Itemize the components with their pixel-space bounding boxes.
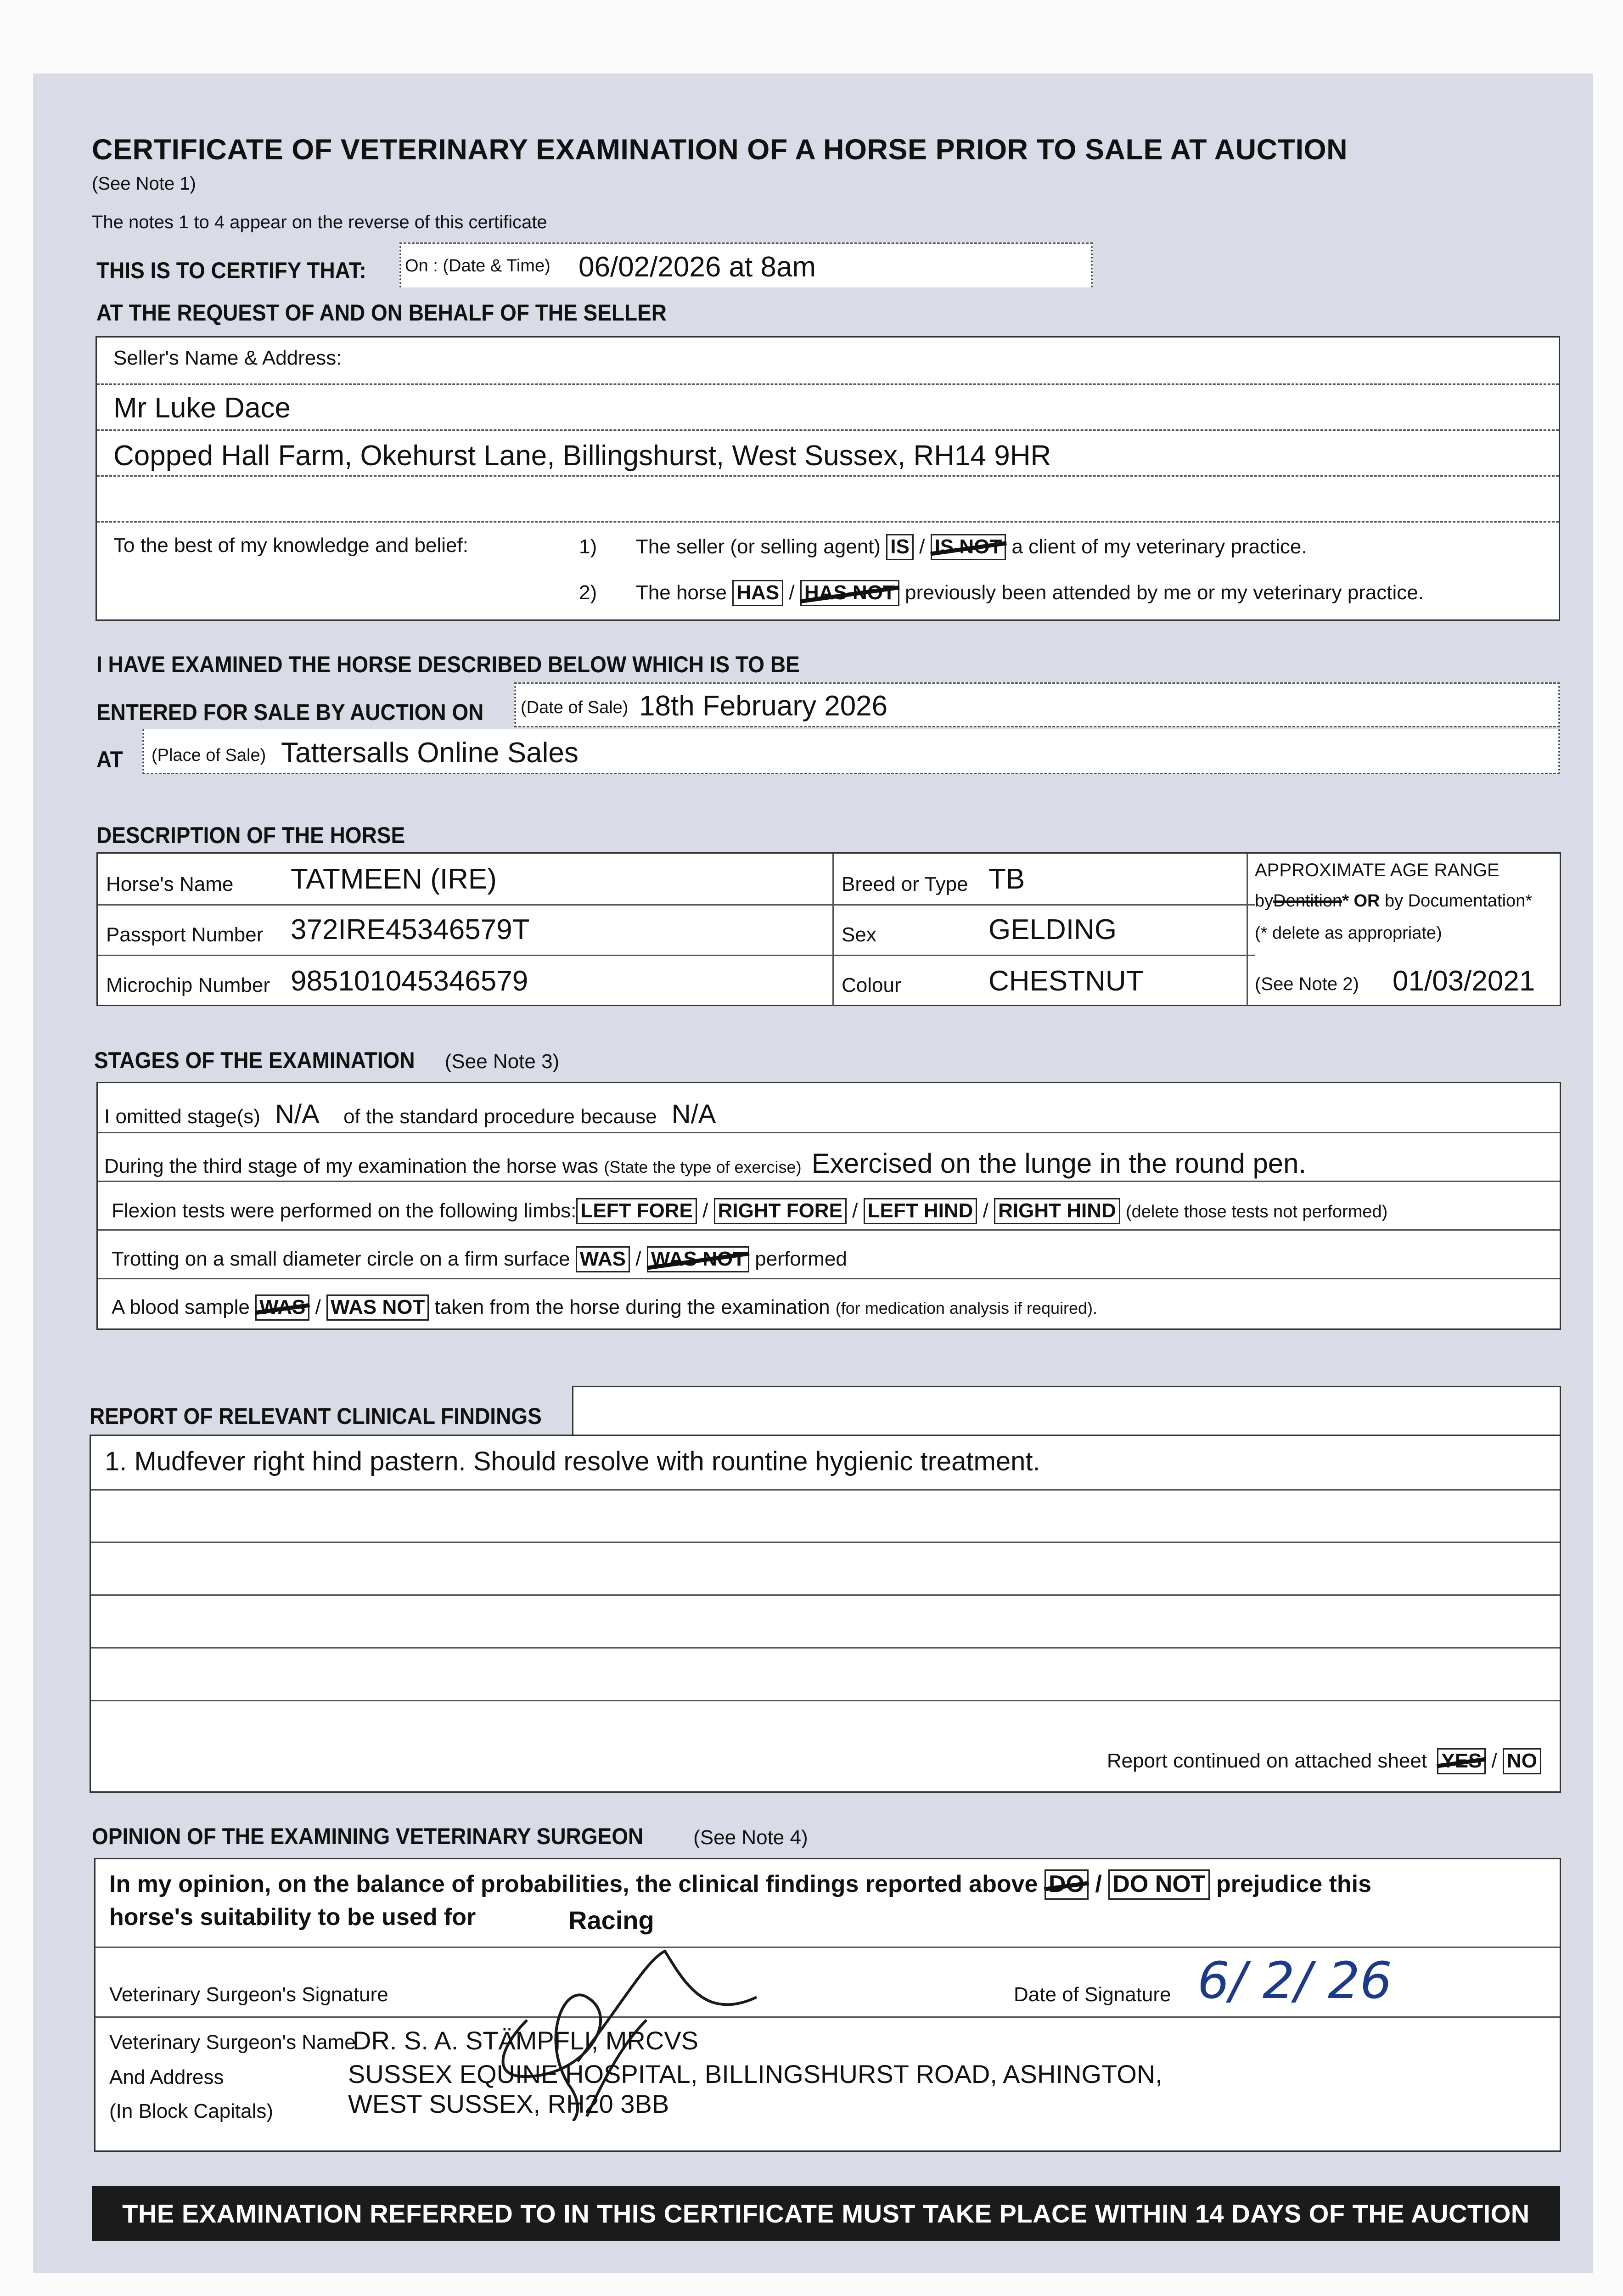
opinion-use-value[interactable]: Racing: [568, 1906, 654, 1935]
sale-place-label: (Place of Sale): [152, 746, 266, 765]
flexion-label: Flexion tests were performed on the following limbs:: [112, 1199, 577, 1222]
report-continued: [1107, 1748, 1541, 1774]
sale-date-label: (Date of Sale): [521, 698, 629, 717]
age-documentation: by Documentation*: [1385, 891, 1533, 911]
age-value[interactable]: 01/03/2021: [1393, 965, 1535, 997]
opinion-do-not[interactable]: DO NOT: [1108, 1869, 1209, 1900]
opinion-sep: /: [1095, 1871, 1102, 1897]
report-heading-box: [572, 1386, 1561, 1435]
see-note-1: (See Note 1): [92, 174, 196, 194]
blood-sep: /: [315, 1296, 321, 1318]
item2-text-end: previously been attended by me or my veterinary practice.: [905, 581, 1424, 604]
continued-no[interactable]: NO: [1503, 1748, 1541, 1774]
item1-separator: /: [919, 535, 925, 558]
on-date-value: 06/02/2026 at 8am: [578, 251, 816, 283]
omitted-value[interactable]: N/A: [275, 1099, 320, 1129]
date-signature-label: Date of Signature: [1014, 1983, 1171, 2006]
continued-sep: /: [1491, 1750, 1497, 1772]
stages-table: [96, 1082, 1561, 1330]
address-label-hint: (In Block Capitals): [109, 2100, 274, 2122]
item2-text: The horse: [635, 581, 727, 604]
at-label: AT: [96, 747, 123, 772]
omitted-row: [104, 1099, 716, 1130]
third-stage-hint: (State the type of exercise): [604, 1158, 802, 1176]
report-heading: REPORT OF RELEVANT CLINICAL FINDINGS: [90, 1403, 542, 1429]
vet-address-line-1[interactable]: SUSSEX EQUINE HOSPITAL, BILLINGSHURST ROAD, ASHINGTON,: [348, 2060, 1162, 2088]
on-date-field[interactable]: [399, 242, 1093, 287]
date-signature-value[interactable]: 6/ 2/ 26: [1197, 1951, 1392, 2010]
on-date-label: On : (Date & Time): [405, 256, 550, 276]
continued-yes-struck[interactable]: YES: [1437, 1748, 1486, 1774]
sale-place-field[interactable]: [142, 729, 1560, 774]
item1-number: 1): [579, 535, 597, 558]
notes-line: The notes 1 to 4 appear on the reverse of this certificate: [92, 212, 547, 232]
continued-label: Report continued on attached sheet: [1106, 1750, 1427, 1772]
flexion-right-fore[interactable]: RIGHT FORE: [714, 1198, 847, 1224]
opinion-text-c: horse's suitability to be used for: [109, 1904, 476, 1930]
sale-date-value: 18th February 2026: [639, 690, 888, 722]
opinion-statement: [109, 1869, 1371, 1900]
flexion-left-hind[interactable]: LEFT HIND: [864, 1198, 977, 1224]
third-stage-value[interactable]: Exercised on the lunge in the round pen.: [811, 1148, 1307, 1179]
item1-text: The seller (or selling agent): [635, 535, 881, 558]
vet-name-value[interactable]: DR. S. A. STÄMPFLI, MRCVS: [353, 2026, 699, 2055]
has-option[interactable]: HAS: [732, 580, 783, 606]
stages-note: (See Note 3): [444, 1050, 560, 1073]
trotting-sep: /: [635, 1248, 641, 1270]
stages-heading: STAGES OF THE EXAMINATION: [94, 1047, 415, 1073]
opinion-heading: OPINION OF THE EXAMINING VETERINARY SURGEON: [92, 1823, 644, 1849]
attended-statement: [579, 580, 1424, 606]
blood-end: taken from the horse during the examination: [434, 1296, 830, 1318]
client-statement: [579, 534, 1307, 560]
examined-heading: I HAVE EXAMINED THE HORSE DESCRIBED BELOW WHICH IS TO BE: [96, 652, 800, 677]
sale-place-value: Tattersalls Online Sales: [281, 737, 578, 769]
opinion-box: [94, 1858, 1561, 2152]
signature-label: Veterinary Surgeon's Signature: [109, 1983, 388, 2006]
blood-was-not[interactable]: WAS NOT: [326, 1294, 429, 1321]
microchip-label: Microchip Number: [106, 974, 270, 996]
flexion-note: (delete those tests not performed): [1125, 1202, 1388, 1221]
colour-value[interactable]: CHESTNUT: [988, 965, 1144, 997]
sale-date-field[interactable]: [514, 682, 1560, 727]
blood-label: A blood sample: [112, 1296, 250, 1318]
microchip-value[interactable]: 985101045346579: [291, 965, 528, 997]
auction-heading: ENTERED FOR SALE BY AUCTION ON: [96, 699, 484, 725]
sex-label: Sex: [842, 923, 876, 946]
is-option[interactable]: IS: [886, 534, 914, 560]
flexion-row: [112, 1198, 1387, 1224]
seller-name[interactable]: Mr Luke Dace: [113, 392, 291, 424]
age-or: * OR: [1342, 891, 1380, 911]
flexion-sep-1: /: [702, 1199, 708, 1222]
opinion-do-struck[interactable]: DO: [1045, 1869, 1089, 1900]
belief-label: To the best of my knowledge and belief:: [113, 534, 468, 557]
report-box: [90, 1435, 1561, 1793]
item2-separator: /: [789, 581, 795, 604]
age-delete-note: (* delete as appropriate): [1255, 923, 1442, 943]
age-by: by: [1255, 891, 1274, 911]
opinion-heading-row: [92, 1823, 808, 1850]
passport-value[interactable]: 372IRE45346579T: [291, 914, 530, 945]
age-see-note: (See Note 2): [1255, 974, 1359, 994]
blood-note: (for medication analysis if required).: [835, 1299, 1098, 1317]
flexion-left-fore[interactable]: LEFT FORE: [576, 1198, 696, 1224]
item2-number: 2): [579, 581, 597, 604]
flexion-right-hind[interactable]: RIGHT HIND: [994, 1198, 1120, 1224]
third-stage-row: [104, 1148, 1306, 1179]
blood-row: [112, 1294, 1097, 1321]
trotting-label: Trotting on a small diameter circle on a firm surface: [112, 1248, 570, 1270]
opinion-text-a: In my opinion, on the balance of probabilities, the clinical findings reported above: [109, 1871, 1038, 1897]
trotting-row: [112, 1246, 847, 1272]
has-not-option-struck[interactable]: HAS NOT: [800, 580, 899, 606]
breed-label: Breed or Type: [842, 873, 968, 895]
vet-address-line-2[interactable]: WEST SUSSEX, RH20 3BB: [348, 2089, 669, 2118]
age-dentition-struck: Dentition: [1273, 891, 1342, 911]
address-label: And Address: [109, 2066, 224, 2088]
trotting-end: performed: [755, 1248, 847, 1270]
seller-box: [95, 336, 1560, 621]
because-label: of the standard procedure because: [343, 1105, 657, 1128]
trotting-was-not-struck[interactable]: WAS NOT: [647, 1246, 749, 1272]
stages-heading-row: [94, 1047, 559, 1074]
age-method: [1255, 891, 1532, 911]
certify-label: THIS IS TO CERTIFY THAT:: [96, 258, 366, 283]
horse-name-label: Horse's Name: [106, 873, 234, 895]
opinion-text-b: prejudice this: [1216, 1871, 1372, 1897]
footer-banner: THE EXAMINATION REFERRED TO IN THIS CERTIFICATE MUST TAKE PLACE WITHIN 14 DAYS OF THE AUCTION: [92, 2186, 1560, 2241]
sex-value[interactable]: GELDING: [988, 914, 1117, 945]
third-stage-label: During the third stage of my examination the horse was: [104, 1155, 599, 1177]
description-table: [96, 852, 1561, 1006]
seller-address[interactable]: Copped Hall Farm, Okehurst Lane, Billingshurst, West Sussex, RH14 9HR: [113, 440, 1051, 472]
description-heading: DESCRIPTION OF THE HORSE: [96, 822, 405, 848]
report-line-1[interactable]: 1. Mudfever right hind pastern. Should resolve with rountine hygienic treatment.: [105, 1446, 1040, 1476]
seller-label: Seller's Name & Address:: [113, 347, 342, 369]
certificate-title: CERTIFICATE OF VETERINARY EXAMINATION OF A HORSE PRIOR TO SALE AT AUCTION: [92, 134, 1348, 166]
omitted-label: I omitted stage(s): [104, 1105, 260, 1128]
request-line: AT THE REQUEST OF AND ON BEHALF OF THE SELLER: [96, 300, 667, 326]
is-not-option-struck[interactable]: IS NOT: [931, 534, 1006, 560]
colour-label: Colour: [842, 974, 901, 996]
because-value[interactable]: N/A: [671, 1099, 716, 1129]
item1-text-end: a client of my veterinary practice.: [1011, 535, 1307, 558]
vet-name-label: Veterinary Surgeon's Name: [109, 2031, 356, 2054]
age-heading: APPROXIMATE AGE RANGE: [1255, 860, 1499, 880]
opinion-note: (See Note 4): [693, 1826, 808, 1849]
blood-was-struck[interactable]: WAS: [255, 1294, 309, 1321]
passport-label: Passport Number: [106, 923, 264, 946]
trotting-was[interactable]: WAS: [576, 1246, 630, 1272]
breed-value[interactable]: TB: [988, 863, 1025, 895]
horse-name-value[interactable]: TATMEEN (IRE): [291, 863, 497, 895]
flexion-sep-2: /: [852, 1199, 858, 1222]
flexion-sep-3: /: [983, 1199, 988, 1222]
